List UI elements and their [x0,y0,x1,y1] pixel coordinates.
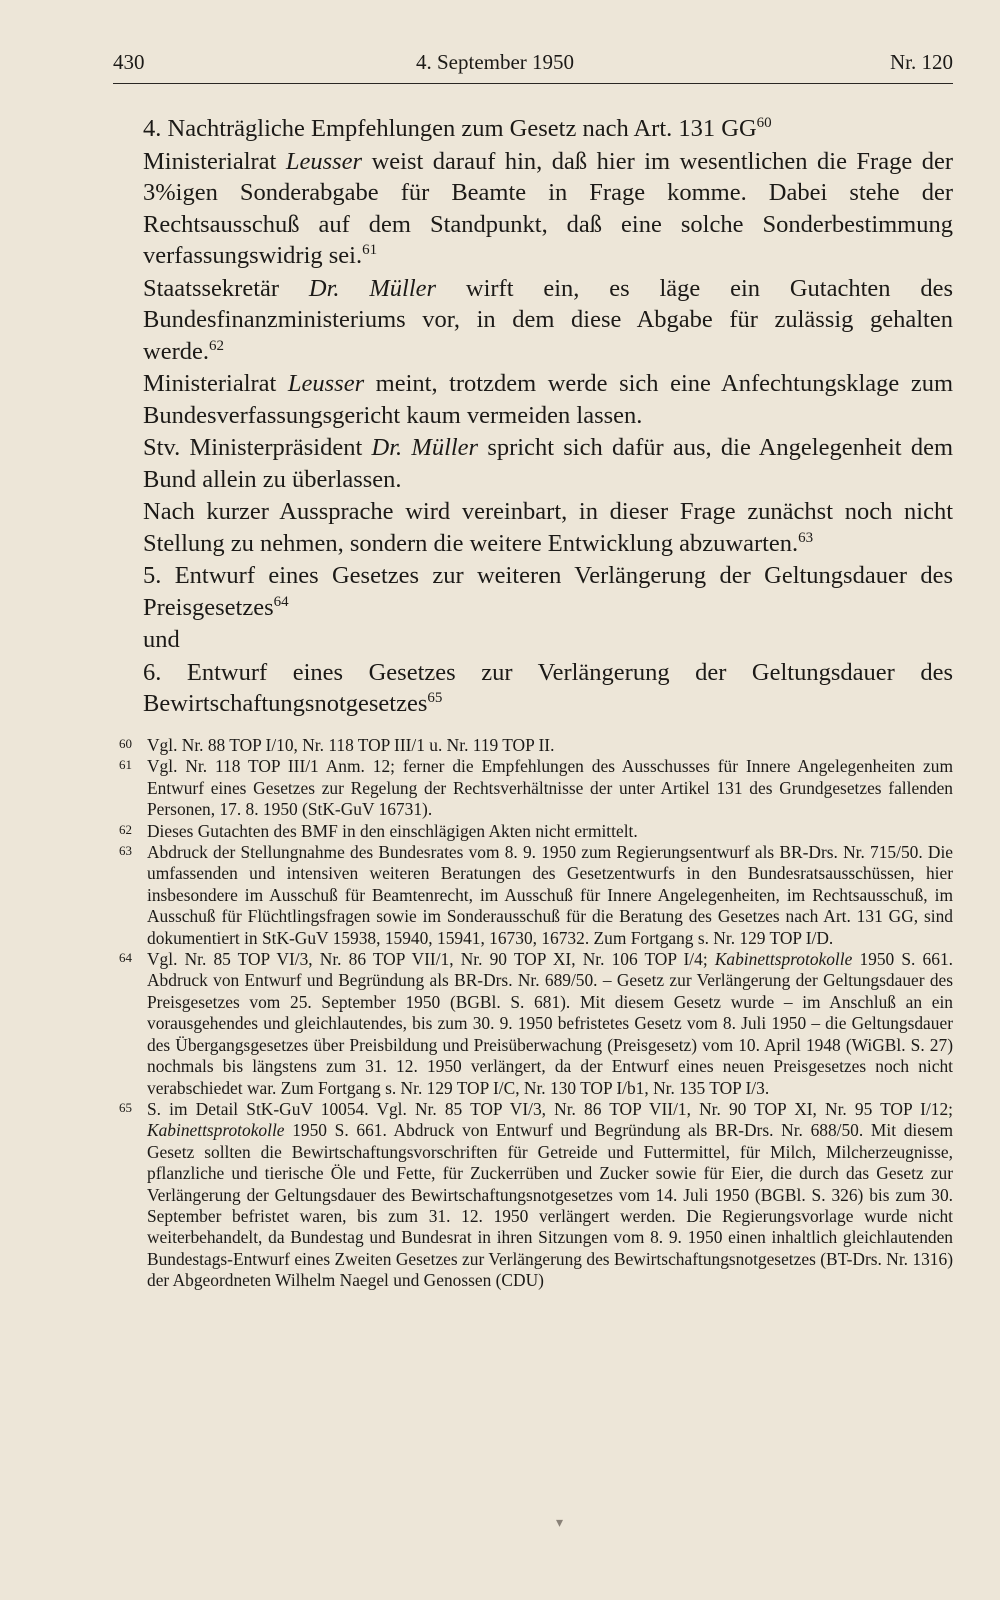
paragraph [143,496,953,559]
text-run: Vgl. Nr. 85 TOP VI/3, Nr. 86 TOP VII/1, Nr. 90 TOP XI, Nr. 106 TOP I/4; [147,949,715,970]
italic-name: Leusser [287,370,365,397]
footnote [119,756,953,820]
paragraph [143,146,953,272]
footnote-ref: 60 [756,115,772,131]
text-run: Ministerialrat [143,370,288,397]
footnote-ref: 61 [362,242,378,258]
footnote [119,842,953,949]
footnote-number: 60 [119,736,132,751]
footnote-ref: 65 [427,690,443,706]
paragraph [143,113,953,145]
text-run: Ministerialrat [143,147,286,175]
text-run: 1950 S. 661. Abdruck von Entwurf und Begründung als BR-Drs. Nr. 689/50. – Gesetz zur Verlängerung der Geltungsdauer des Preisgesetzes vom 25. September 1950 (BGBl. S. 681). Mit diesem Gesetz wurde – im Anschluß an ein vorausgehendes und gleichlautendes, bis zum 30. 9. 1950 befristetes Gesetz vom 8. Juli 1950 – die Geltungsdauer des Übergangsgesetzes über Preisbildung und Preisüberwachung (Preisgesetz) vom 10. April 1948 (WiGBl. S. 27) nochmals bis längstens zum 31. 12. 1950 verlängert, da der Entwurf eines neuen Preisgesetzes noch nicht verabschiedet war. Zum Fortgang s. Nr. 129 TOP I/C, Nr. 130 TOP I/b1, Nr. 135 TOP I/3. [147,949,953,1098]
page-mark: ▾ [556,1516,564,1531]
text-run: Vgl. Nr. 118 TOP III/1 Anm. 12; ferner die Empfehlungen des Ausschusses für Innere Angelegenheiten zum Entwurf eines Gesetzes zur Regelung der Rechtsverhältnisse der unter Artikel 131 des Grundgesetzes fallenden Personen, 17. 8. 1950 (StK-GuV 16731). [147,756,953,820]
running-head [113,46,953,80]
text-run: 1950 S. 661. Abdruck von Entwurf und Begründung als BR-Drs. Nr. 688/50. Mit diesem Gesetz sollten die Bewirtschaftungsvorschriften für Getreide und Futtermittel, für Milch, Milcherzeugnisse, pflanzliche und tierische Öle und Fette, für Zuckerrüben und Zucker sowie für Eier, die durch das Gesetz zur Verlängerung der Geltungsdauer des Bewirtschaftungsnotgesetzes vom 14. Juli 1950 (BGBl. S. 326) bis zum 30. September befristet waren, bis zum 31. 12. 1950 verlängert werden. Die Regierungsvorlage wurde nicht weiterbehandelt, da Bundestag und Bundesrat in ihren Sitzungen vom 8. 9. 1950 einen inhaltlich gleichlautenden Bundestags-Entwurf eines Zweiten Gesetzes zur Verlängerung des Bewirtschaftungsnotgesetzes (BT-Drs. Nr. 1316) der Abgeordneten Wilhelm Naegel und Genossen (CDU) [147,1120,953,1291]
text-run: Dieses Gutachten des BMF in den einschlägigen Akten nicht ermittelt. [147,820,638,841]
text-run: spricht sich dafür aus, die Angelegenheit dem Bund allein zu überlassen. [143,434,953,493]
text-run: Staatssekretär [143,274,309,302]
footnote-ref: 62 [208,337,224,354]
footnote-ref: 64 [273,593,289,610]
footnote-ref: 63 [798,529,814,546]
italic-name: Kabinettsprotokolle [147,1120,285,1141]
text-run: Nach kurzer Aussprache wird vereinbart, in dieser Frage zunächst noch nicht Stellung zu nehmen, sondern die weitere Entwicklung abzuwarten. [143,498,953,557]
italic-name: Dr. Müller [371,434,479,461]
footnote-number: 65 [119,1099,132,1115]
text-run: meint, trotzdem werde sich eine Anfechtungsklage zum Bundesverfassungsgericht kaum vermeiden lassen. [143,370,953,429]
text-run: Vgl. Nr. 88 TOP I/10, Nr. 118 TOP III/1 u. Nr. 119 TOP II. [147,735,555,755]
paragraph [143,657,953,720]
italic-name: Leusser [285,147,363,175]
header-date: 4. September 1950 [416,50,575,74]
footnote [119,821,953,842]
text-run: Abdruck der Stellungnahme des Bundesrates vom 8. 9. 1950 zum Regierungsentwurf als BR-Drs. Nr. 715/50. Die umfassenden und intensiven weiteren Beratungen des Gesetzentwurfs in den Bundesratsausschüssen, hier insbesondere im Ausschuß für Beamtenrecht, im Ausschuß für Innere Angelegenheiten, im Rechtsausschuß, im Ausschuß für Flüchtlingsfragen sowie im Sonderausschuß für die Beratung des Gesetzes nach Art. 131 GG, sind dokumentiert in StK-GuV 15938, 15940, 15941, 16730, 16732. Zum Fortgang s. Nr. 129 TOP I/D. [147,842,953,948]
text-run: 4. Nachträgliche Empfehlungen zum Gesetz nach Art. 131 GG [143,115,757,142]
paragraph [143,368,953,431]
text-run: wirft ein, es läge ein Gutachten des Bundesfinanzministeriums vor, in dem diese Abgabe für zulässig gehalten werde. [143,274,953,365]
footnote [119,735,953,756]
paragraph [143,432,953,495]
protocol-number: Nr. 120 [890,50,953,74]
text-run: und [143,626,180,653]
main-text [143,113,953,721]
footnote-number: 62 [119,821,132,837]
text-run: S. im Detail StK-GuV 10054. Vgl. Nr. 85 TOP VI/3, Nr. 86 TOP VII/1, Nr. 90 TOP XI, Nr. 95 TOP I/12; [147,1098,953,1119]
italic-name: Kabinettsprotokolle [714,949,853,970]
footnotes [119,735,953,1292]
page-number: 430 [113,50,145,74]
header-rule [113,83,953,84]
footnote [119,1099,953,1292]
footnote-number: 63 [119,843,132,859]
footnote-number: 64 [119,950,132,966]
text-run: weist darauf hin, daß hier im wesentlichen die Frage der 3%igen Sonderabgabe für Beamte in Frage komme. Dabei stehe der Rechtsausschuß auf dem Standpunkt, daß eine solche Sonderbestimmung verfassungswidrig sei. [143,147,953,269]
text-run: 5. Entwurf eines Gesetzes zur weiteren Verlängerung der Geltungsdauer des Preisgesetzes [143,562,953,621]
paragraph [143,273,953,368]
text-run: Stv. Ministerpräsident [143,434,372,461]
italic-name: Dr. Müller [308,274,437,302]
footnote-number: 61 [119,757,132,773]
paragraph [143,560,953,623]
footnote [119,949,953,1099]
paragraph [143,624,953,656]
text-run: 6. Entwurf eines Gesetzes zur Verlängerung der Geltungsdauer des Bewirtschaftungsnotgesetzes [143,658,953,717]
